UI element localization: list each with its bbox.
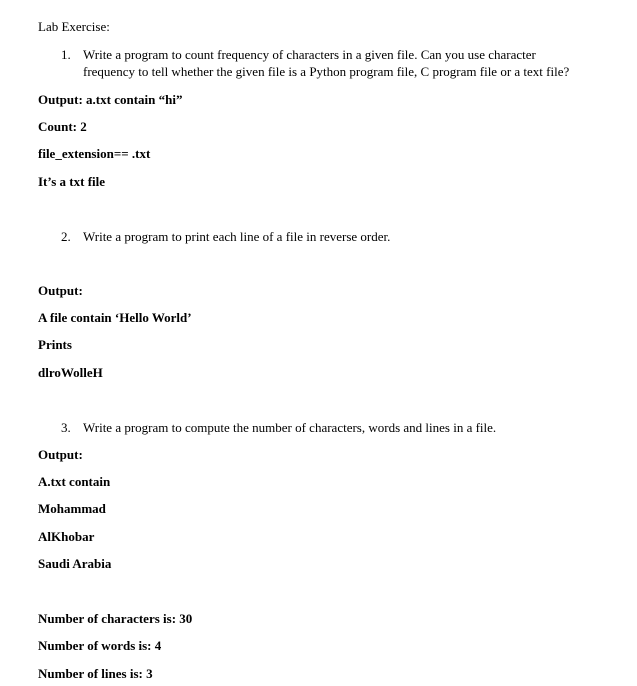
q3-file-line-2: AlKhobar xyxy=(38,529,95,544)
q3-file-label: A.txt contain xyxy=(38,474,111,489)
q3-output-label: Output: xyxy=(38,447,83,462)
q1-text-line2: frequency to tell whether the given file is a Python program file, C program file or a text file? xyxy=(83,64,570,79)
q2-text: Write a program to print each line of a file in reverse order. xyxy=(83,229,391,244)
q2-prints-label: Prints xyxy=(38,337,72,352)
page-heading: Lab Exercise: xyxy=(38,19,110,34)
q1-count-line: Count: 2 xyxy=(38,119,87,134)
q2-output-label: Output: xyxy=(38,283,83,298)
q1-output-line: Output: a.txt contain “hi” xyxy=(38,92,183,107)
q1-extension-line: file_extension== .txt xyxy=(38,146,151,161)
q3-text: Write a program to compute the number of characters, words and lines in a file. xyxy=(83,420,497,435)
q3-file-line-3: Saudi Arabia xyxy=(38,556,112,571)
q3-file-line-1: Mohammad xyxy=(38,501,106,516)
q2-reversed-output: dlroWolleH xyxy=(38,365,103,380)
q3-lines-result: Number of lines is: 3 xyxy=(38,666,153,681)
q2-number: 2. xyxy=(61,229,71,244)
q1-text-line1: Write a program to count frequency of characters in a given file. Can you use character xyxy=(83,47,536,62)
q2-file-contents: A file contain ‘Hello World’ xyxy=(38,310,192,325)
q3-words-result: Number of words is: 4 xyxy=(38,638,162,653)
q3-number: 3. xyxy=(61,420,71,435)
q1-number: 1. xyxy=(61,47,71,62)
q1-result-line: It’s a txt file xyxy=(38,174,106,189)
q3-characters-result: Number of characters is: 30 xyxy=(38,611,193,626)
